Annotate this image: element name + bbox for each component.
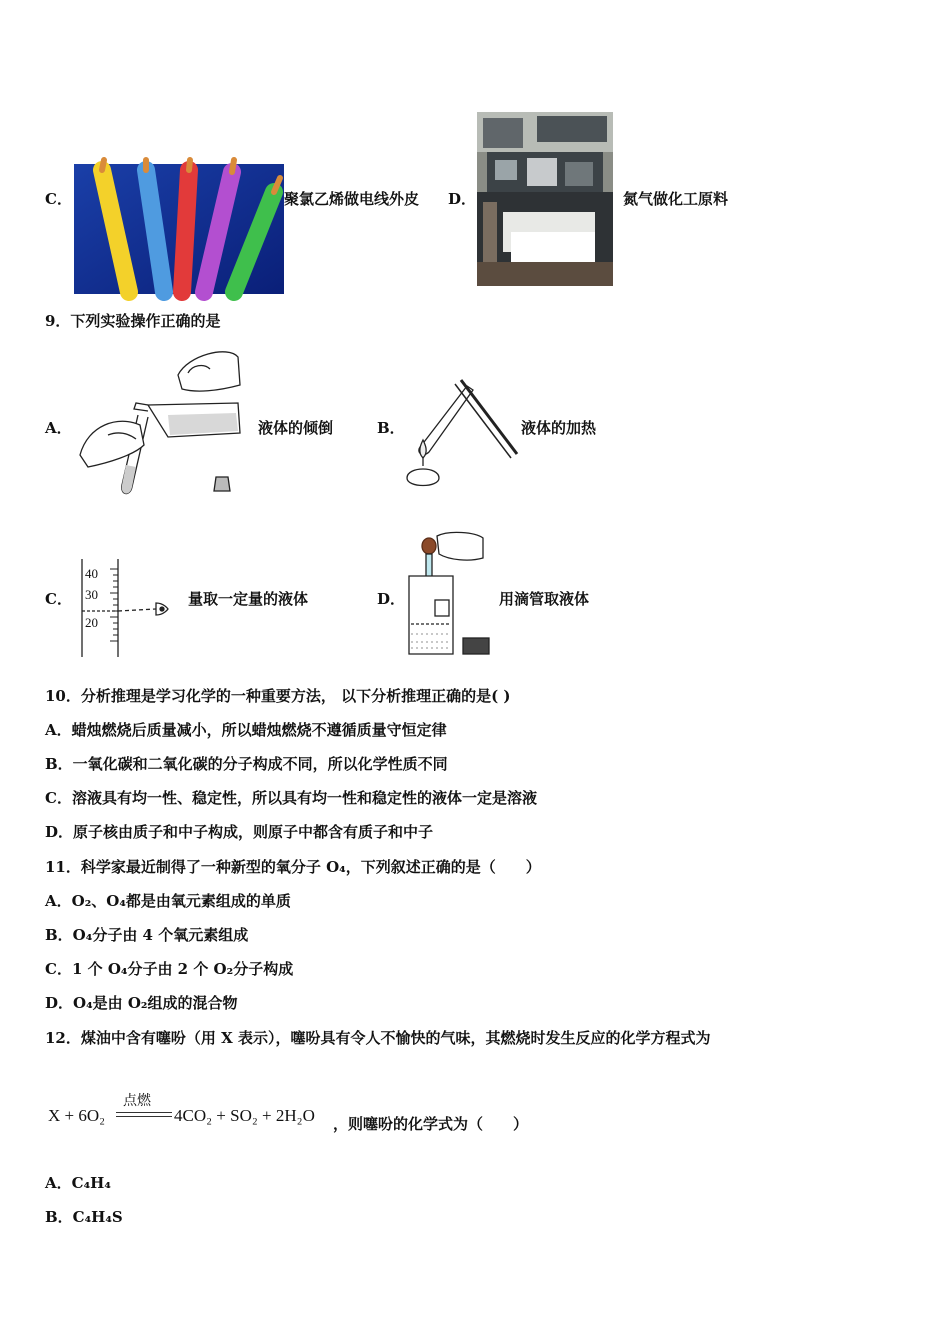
equation-left: X + 6O₂ — [48, 1106, 106, 1125]
dropper-drawing — [405, 530, 495, 660]
q9-option-c-text: 量取一定量的液体 — [188, 590, 309, 608]
equation-tail: ，则噻吩的化学式为（ ） — [333, 1115, 529, 1133]
equation-condition: 点燃 — [123, 1093, 151, 1109]
q9-option-d-text: 用滴管取液体 — [499, 590, 590, 608]
pouring-liquid-drawing — [78, 345, 250, 495]
dropper-diagram — [405, 530, 495, 660]
q10-option-d: D．原子核由质子和中子构成，则原子中都含有质子和中子 — [45, 823, 434, 841]
q11-option-c: C．1 个 O₄分子由 2 个 O₂分子构成 — [45, 960, 294, 978]
cylinder-label-30: 30 — [85, 587, 98, 602]
equation-right: 4CO₂ + SO₂ + 2H₂O — [174, 1106, 315, 1125]
graduated-cylinder-diagram — [76, 557, 176, 659]
q9-option-d-letter: D． — [377, 590, 406, 608]
q12-option-b: B．C₄H₄S — [45, 1208, 123, 1226]
q10-option-b: B．一氧化碳和二氧化碳的分子构成不同，所以化学性质不同 — [45, 755, 448, 773]
q8-option-d-text: 氮气做化工原料 — [623, 190, 729, 208]
cylinder-label-40: 40 — [85, 566, 98, 581]
factory-photo — [477, 112, 613, 286]
q9-option-b-letter: B． — [377, 419, 405, 437]
q11-option-d: D．O₄是由 O₂组成的混合物 — [45, 994, 238, 1012]
q8-option-c-text: 聚氯乙烯做电线外皮 — [284, 190, 420, 208]
q9-stem: 9．下列实验操作正确的是 — [45, 312, 221, 330]
q9-option-b-text: 液体的加热 — [521, 419, 597, 437]
equation-arrow-line-bottom — [116, 1116, 172, 1117]
q8-option-d-letter: D． — [448, 190, 477, 208]
chemical-equation — [48, 1090, 568, 1136]
heating-liquid-diagram — [403, 378, 521, 490]
q9-option-c-letter: C． — [45, 590, 72, 608]
q11-stem: 11．科学家最近制得了一种新型的氧分子 O₄，下列叙述正确的是（ ） — [45, 858, 541, 876]
q11-option-a: A．O₂、O₄都是由氧元素组成的单质 — [45, 892, 291, 910]
q10-stem: 10．分析推理是学习化学的一种重要方法， 以下分析推理正确的是( ) — [45, 687, 511, 705]
q10-option-a: A．蜡烛燃烧后质量减小，所以蜡烛燃烧不遵循质量守恒定律 — [45, 721, 447, 739]
q12-option-a: A．C₄H₄ — [45, 1174, 111, 1192]
q9-option-a-letter: A． — [45, 419, 72, 437]
factory-image — [477, 112, 613, 286]
wires-image — [74, 164, 284, 294]
q10-option-c: C．溶液具有均一性、稳定性，所以具有均一性和稳定性的液体一定是溶液 — [45, 789, 537, 807]
q11-option-b: B．O₄分子由 4 个氧元素组成 — [45, 926, 249, 944]
q12-stem: 12．煤油中含有噻吩（用 X 表示），噻吩具有令人不愉快的气味，其燃烧时发生反应的化学方程式为 — [45, 1029, 711, 1047]
cylinder-label-20: 20 — [85, 615, 98, 630]
pouring-liquid-diagram — [78, 345, 250, 495]
heating-liquid-drawing — [403, 378, 521, 490]
wires-photo — [74, 164, 284, 294]
q9-option-a-text: 液体的倾倒 — [258, 419, 334, 437]
equation-arrow-line-top — [116, 1112, 172, 1113]
q8-option-c-letter: C． — [45, 190, 72, 208]
